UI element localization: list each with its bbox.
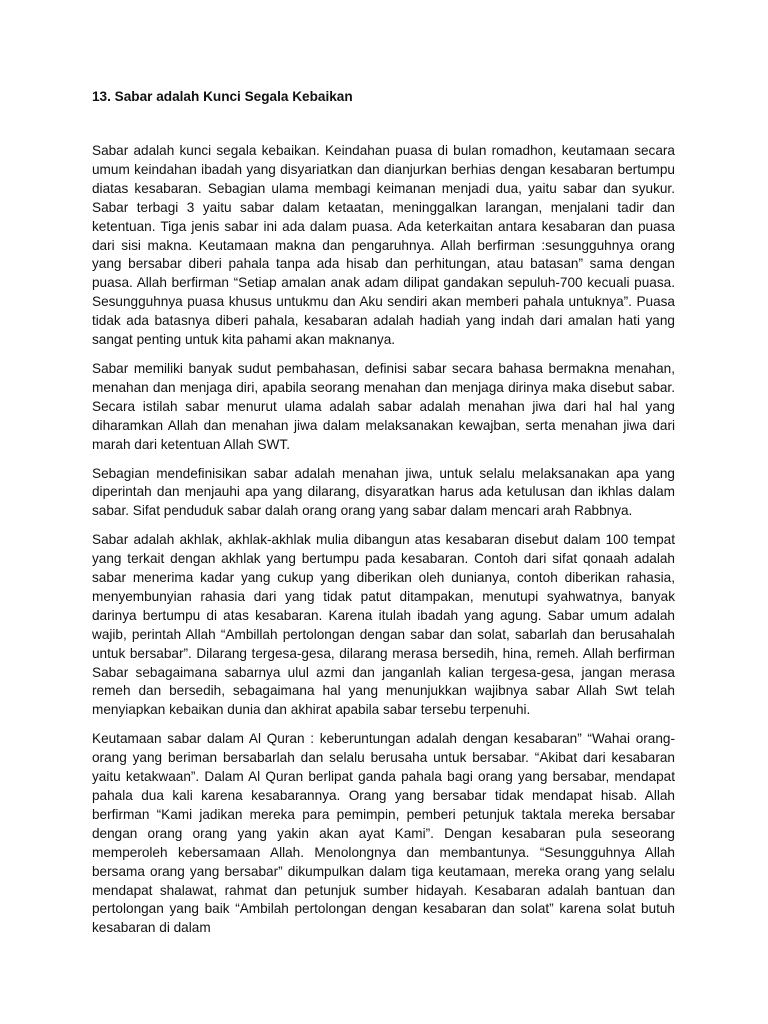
paragraph: Keutamaan sabar dalam Al Quran : keberuntungan adalah dengan kesabaran” “Wahai orang-orang yang beriman bersabarlah dan selalu berusaha untuk bersabar. “Akibat dari kesabaran yaitu ketakwaan”. Dalam Al Quran berlipat ganda pahala bagi orang yang bersabar, mendapat pahala dua kali karena kesabarannya. Orang yang bersabar tidak mendapat hisab. Allah berfirman “Kami jadikan mereka para pemimpin, pemberi petunjuk taktala mereka bersabar dengan orang orang yang yakin akan ayat Kami”. Dengan kesabaran pula seseorang memperoleh kebersamaan Allah. Menolongnya dan membantunya. “Sesungguhnya Allah bersama orang yang bersabar” dikumpulkan dalam tiga keutamaan, mereka orang yang selalu mendapat shalawat, rahmat dan petunjuk sumber hidayah. Kesabaran adalah bantuan dan pertolongan yang baik “Ambilah pertolongan dengan kesabaran dan solat” karena solat butuh kesabaran di dalam: [92, 731, 675, 936]
paragraph: Sabar adalah akhlak, akhlak-akhlak mulia dibangun atas kesabaran disebut dalam 100 tempat yang terkait dengan akhlak yang bertumpu pada kesabaran. Contoh dari sifat qonaah adalah sabar menerima kadar yang cukup yang diberikan oleh dunianya, contoh diberikan rahasia, menyembunyian rahasia dari yang tidak patut ditampakan, menutupi syahwatnya, banyak darinya bertumpu di atas kesabaran. Karena itulah ibadah yang agung. Sabar umum adalah wajib, perintah Allah “Ambillah pertolongan dengan sabar dan solat, sabarlah dan berusahalah untuk bersabar”. Dilarang tergesa-gesa, dilarang merasa bersedih, hina, remeh. Allah berfirman Sabar sebagaimana sabarnya ulul azmi dan janganlah kalian tergesa-gesa, jangan merasa remeh dan bersedih, sebagaimana hal yang menunjukkan wajibnya sabar Allah Swt telah menyiapkan kebaikan dunia dan akhirat apabila sabar tersebu terpenuhi.: [92, 532, 675, 718]
paragraph: Sebagian mendefinisikan sabar adalah menahan jiwa, untuk selalu melaksanakan apa yang diperintah dan menjauhi apa yang dilarang, disyaratkan harus ada ketulusan dan ikhlas dalam sabar. Sifat penduduk sabar dalah orang orang yang sabar dalam mencari arah Rabbnya.: [92, 465, 675, 519]
document-page: [92, 88, 675, 948]
paragraph: Sabar memiliki banyak sudut pembahasan, definisi sabar secara bahasa bermakna menahan, menahan dan menjaga diri, apabila seorang menahan dan menjaga dirinya maka disebut sabar. Secara istilah sabar menurut ulama adalah sabar adalah menahan jiwa dari hal hal yang diharamkan Allah dan menahan jiwa dalam melaksanakan kewajban, serta menahan jiwa dari marah dari ketentuan Allah SWT.: [92, 360, 675, 452]
section-heading: 13. Sabar adalah Kunci Segala Kebaikan: [92, 89, 353, 104]
paragraph: Sabar adalah kunci segala kebaikan. Keindahan puasa di bulan romadhon, keutamaan secara umum keindahan ibadah yang disyariatkan dan dianjurkan berhias dengan kesabaran bertumpu diatas kesabaran. Sebagian ulama membagi keimanan menjadi dua, yaitu sabar dan syukur. Sabar terbagi 3 yaitu sabar dalam ketaatan, meninggalkan larangan, menjalani tadir dan ketentuan. Tiga jenis sabar ini ada dalam puasa. Ada keterkaitan antara kesabaran dan puasa dari sisi makna. Keutamaan makna dan pengaruhnya. Allah berfirman :sesungguhnya orang yang bersabar diberi pahala tanpa ada hisab dan perhitungan, atau batasan” sama dengan puasa. Allah berfirman “Setiap amalan anak adam dilipat gandakan sepuluh-700 kecuali puasa. Sesungguhnya puasa khusus untukmu dan Aku sendiri akan memberi pahala untuknya”. Puasa tidak ada batasnya diberi pahala, kesabaran adalah hadiah yang indah dari amalan hati yang sangat penting untuk kita pahami akan maknanya.: [92, 143, 675, 348]
